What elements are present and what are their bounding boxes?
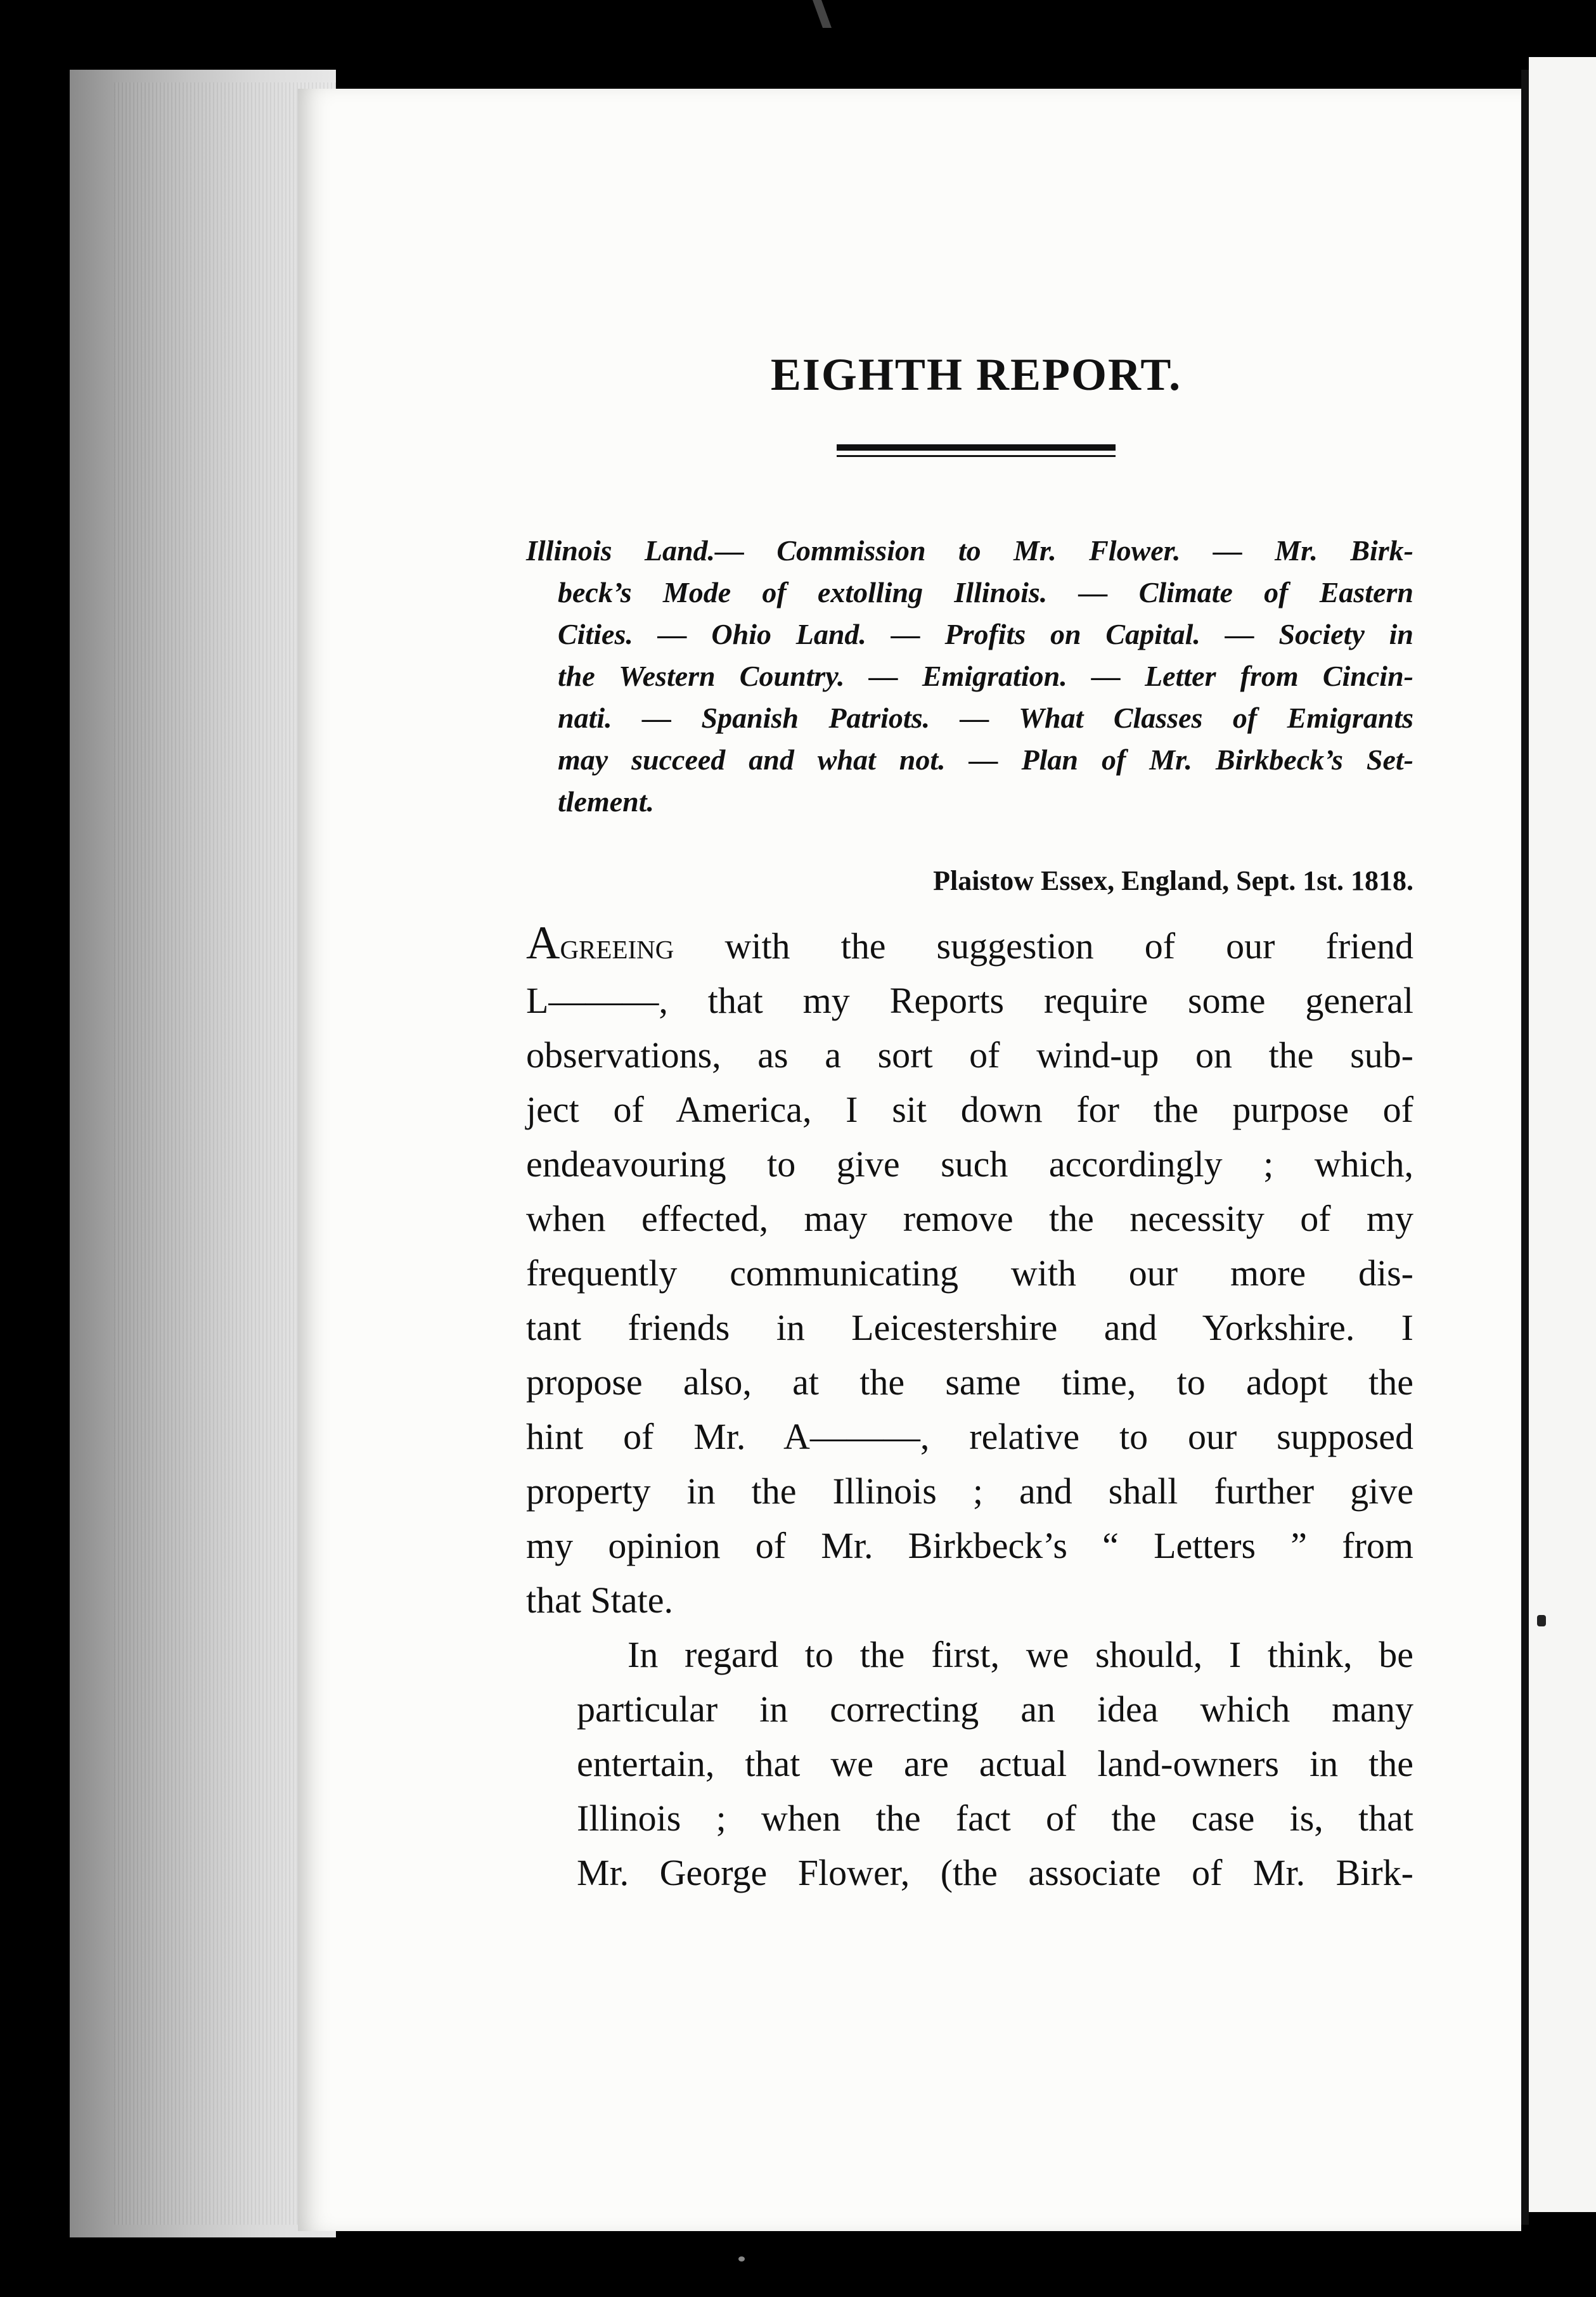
body-line: when effected, may remove the necessity of my [526,1198,1413,1239]
summary-line: the Western Country. — Emigration. — Letter from Cincin- [558,660,1413,692]
rule-thick [837,444,1116,451]
drop-initial: A [526,917,560,969]
title-rule [824,444,1116,457]
summary-line: tlement. [558,785,655,818]
body-text [526,916,1413,1900]
body-line: hint of Mr. A———, relative to our supposed [526,1416,1413,1457]
gutter-shadow [1521,70,1529,2225]
summary-line: may succeed and what not. — Plan of Mr. Birkbeck’s Set- [558,743,1413,776]
edge-mark [1537,1615,1546,1626]
body-line: particular in correcting an idea which many [577,1689,1413,1730]
summary-line: Cities. — Ohio Land. — Profits on Capital. — Society in [558,618,1413,650]
summary-line: nati. — Spanish Patriots. — What Classes of Emigrants [558,702,1413,734]
summary-line: Illinois Land.— Commission to Mr. Flower. — Mr. Birk- [526,534,1413,567]
opening-word-rest: greeing [560,925,674,967]
body-line: propose also, at the same time, to adopt the [526,1361,1413,1403]
body-line: that State. [526,1580,673,1621]
body-line: frequently communicating with our more dis- [526,1252,1413,1294]
paragraph-2 [526,1628,1413,1900]
body-line: Agreeing with the suggestion of our friend [526,917,1413,969]
body-line: tant friends in Leicestershire and Yorkshire. I [526,1307,1413,1348]
bookmark-ribbon [813,0,832,28]
body-line: L———, that my Reports require some general [526,980,1413,1021]
body-line: observations, as a sort of wind-up on the sub- [526,1034,1413,1076]
paragraph-1 [526,916,1413,1628]
rule-thin [837,455,1116,457]
speck [738,2256,745,2262]
body-line: entertain, that we are actual land-owners in the [577,1743,1413,1784]
body-line: Mr. George Flower, (the associate of Mr. Birk- [577,1852,1413,1893]
summary-line: beck’s Mode of extolling Illinois. — Climate of Eastern [558,576,1413,608]
body-line: my opinion of Mr. Birkbeck’s “ Letters ” from [526,1525,1413,1566]
body-line: In regard to the first, we should, I think, be [627,1634,1413,1675]
body-line: ject of America, I sit down for the purpose of [526,1089,1413,1130]
chapter-summary [526,530,1413,823]
body-line: Illinois ; when the fact of the case is, that [577,1798,1413,1839]
facing-page-edge [1529,57,1596,2212]
body-line: endeavouring to give such accordingly ; which, [526,1143,1413,1185]
report-title: EIGHTH REPORT. [770,349,1182,400]
dateline: Plaistow Essex, England, Sept. 1st. 1818. [933,865,1413,896]
page-content [526,349,1413,1900]
body-line: property in the Illinois ; and shall further give [526,1470,1413,1512]
